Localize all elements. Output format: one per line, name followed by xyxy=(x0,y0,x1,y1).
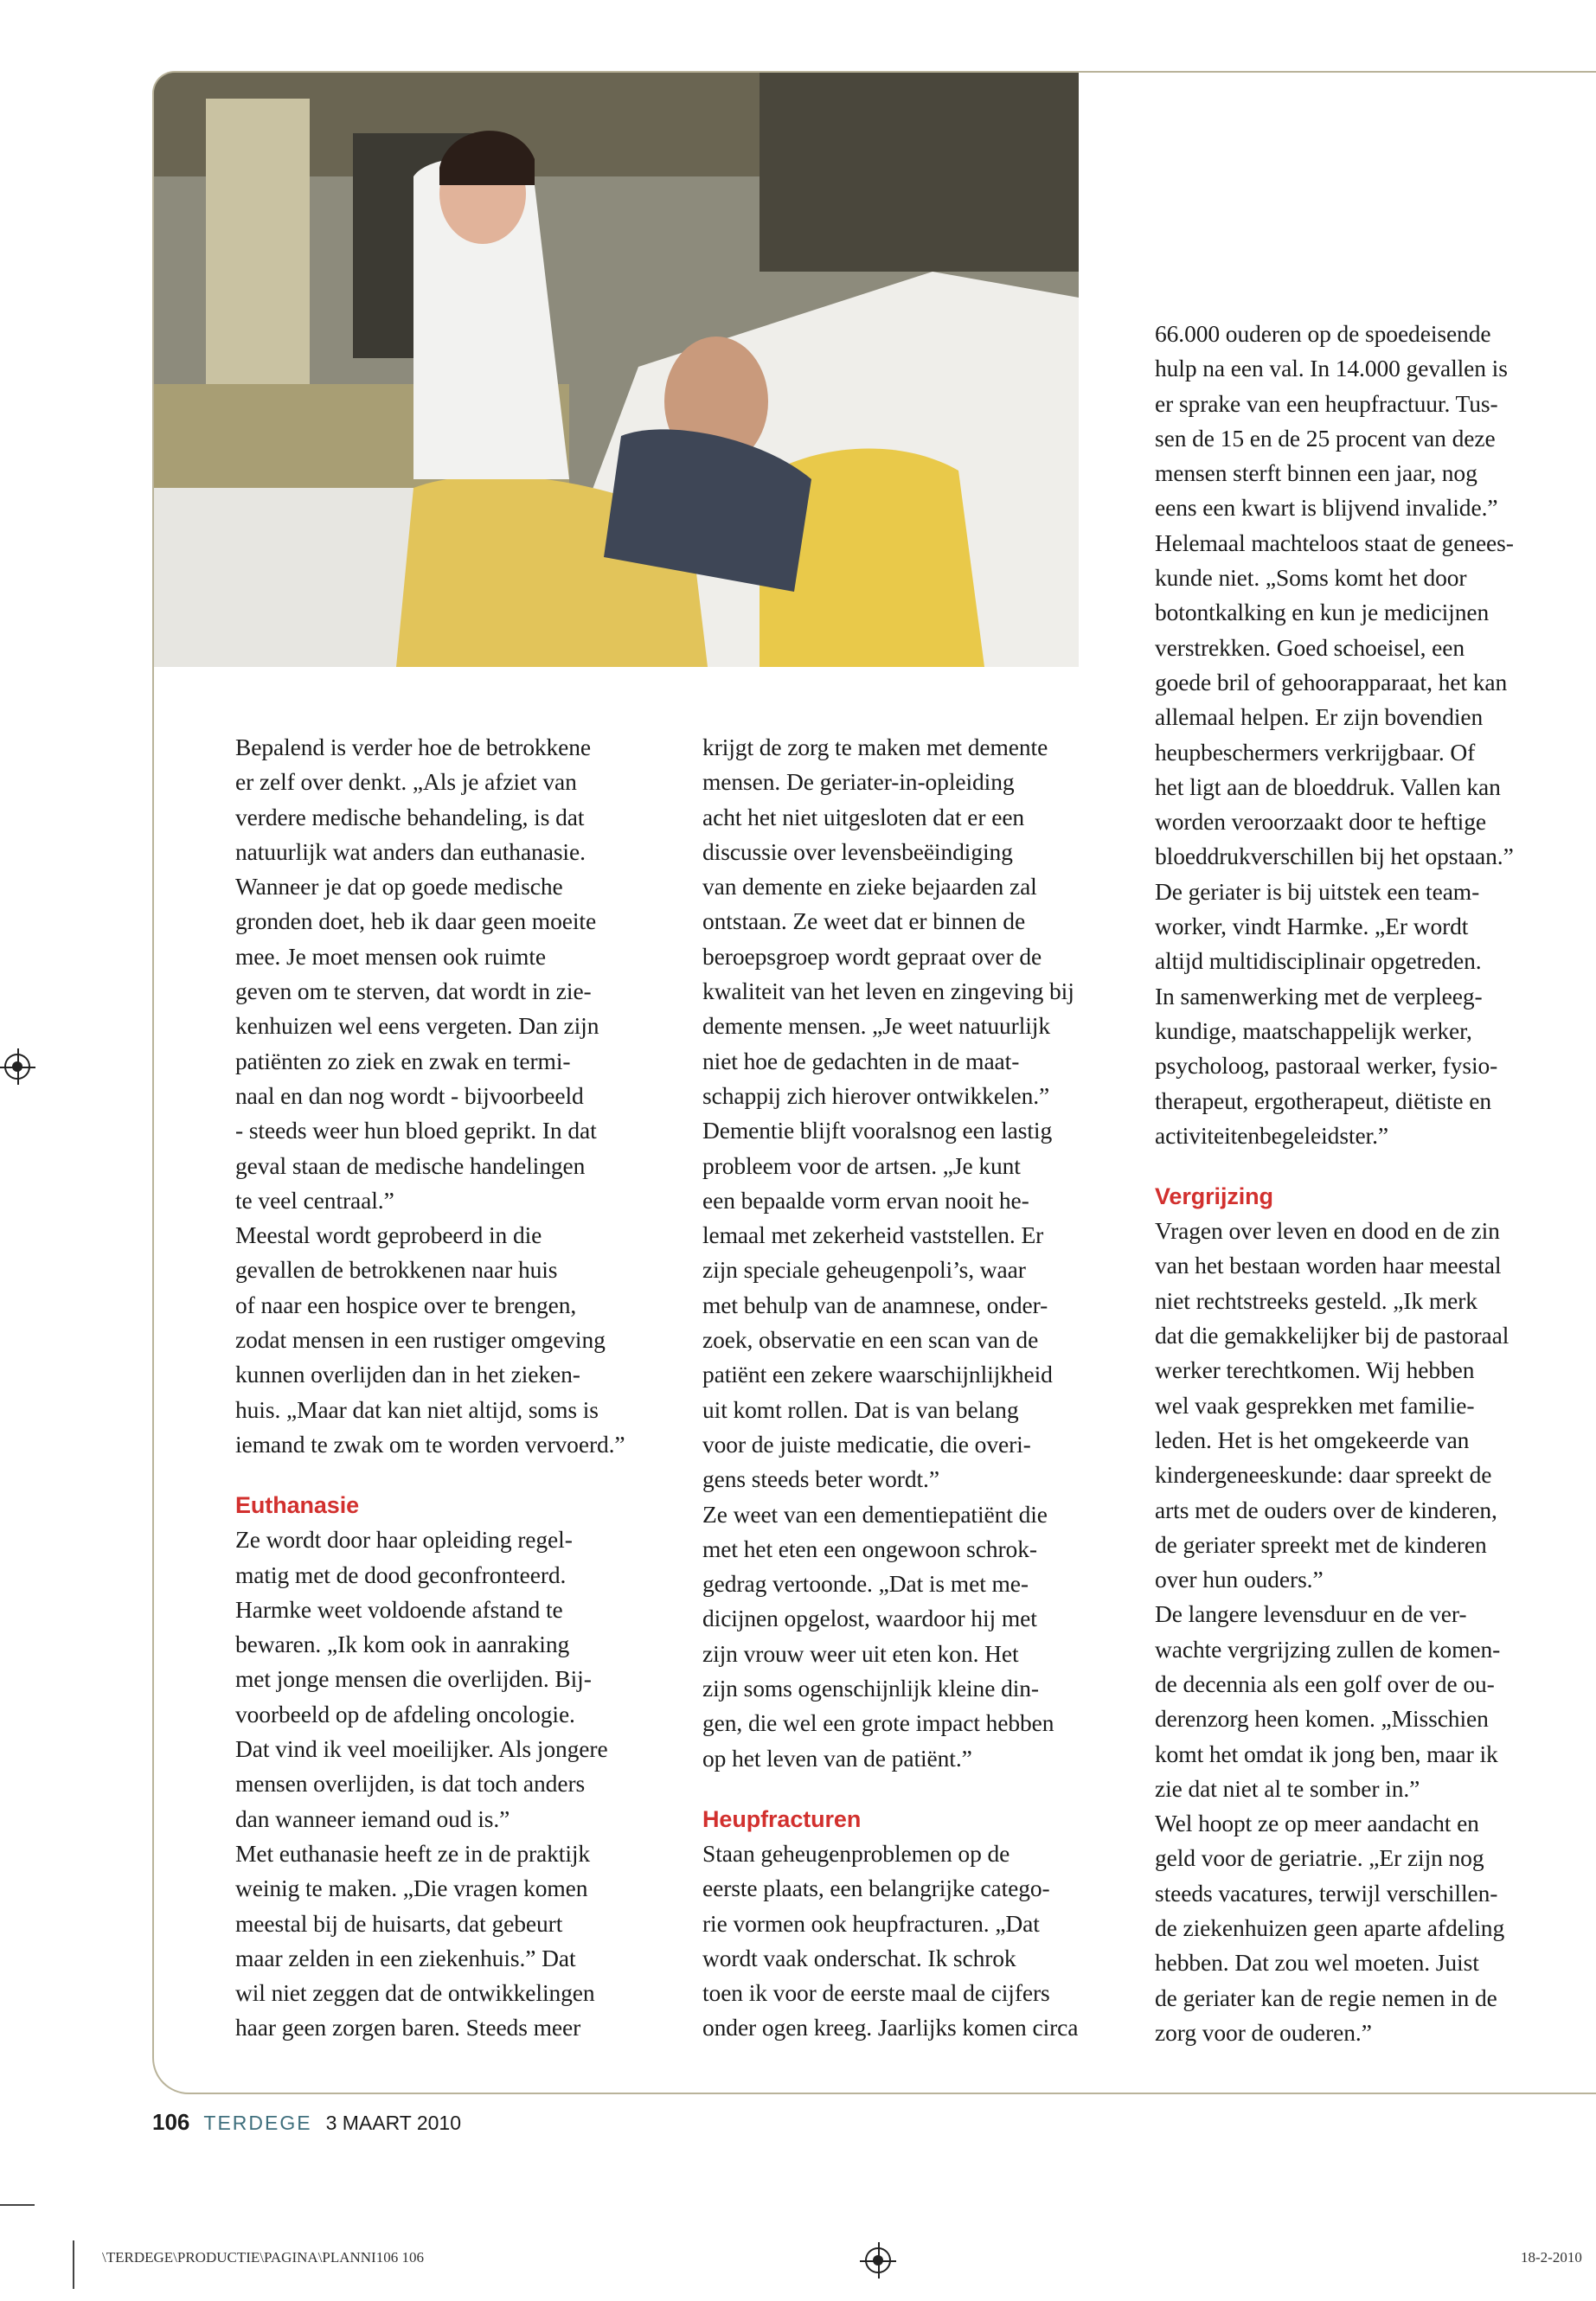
article-paragraph: Vragen over leven en dood en de zin van het bestaan worden haar meestal niet rechtstreeks gesteld. „Ik merk dat die gemakkelijker bij de pastoraal werker terechtkomen. Wij hebben wel vaak gesprekken met familie- leden. Het is het omgekeerde van kindergeneeskunde: daar spreekt de arts met de ouders over de kinderen, de geriater spreekt met de kinderen over hun ouders.” xyxy=(1155,1217,1509,1593)
article-photo xyxy=(154,73,1079,667)
article-paragraph: 66.000 ouderen op de spoedeisende hulp na een val. In 14.000 gevallen is er sprake van een heupfractuur. Tus- sen de 15 en de 25 procent van deze mensen sterft binnen een jaar, nog eens een kwart is blijvend invalide.” Helemaal machteloos staat de genees- kunde niet. „Soms komt het door botontkalking en kun je medicijnen verstrekken. Goed schoeisel, een goede bril of gehoorapparaat, het kan allemaal helpen. Er zijn bovendien heupbeschermers verkrijgbaar. Of het ligt aan de bloeddruk. Vallen kan worden veroorzaakt door te heftige bloeddrukverschillen bij het opstaan.” xyxy=(1155,320,1514,870)
article-paragraph: Bepalend is verder hoe de betrokkene er zelf over denkt. „Als je afziet van verdere medische behandeling, is dat natuurlijk wat anders dan euthanasie. Wanneer je dat op goede medische gronden doet, heb ik daar geen moeite mee. Je moet mensen ook ruimte geven om te sterven, dat wordt in zie- kenhuizen wel eens vergeten. Dan zijn patiënten zo ziek en zwak en termi- naal en dan nog wordt - bijvoorbeeld - steeds weer hun bloed geprikt. In dat geval staan de medische handelingen te veel centraal.” xyxy=(235,734,599,1214)
article-paragraph: De langere levensduur en de ver- wachte vergrijzing zullen de komen- de decennia als een golf over de ou- derenzorg heen komen. „Misschien komt het omdat ik jong ben, maar ik zie dat niet al te somber in.” xyxy=(1155,1600,1501,1802)
section-heading: Heupfracturen xyxy=(702,1805,862,1832)
registration-mark-icon xyxy=(865,2247,891,2273)
article-paragraph: Ze weet van een dementiepatiënt die met het eten een ongewoon schrok- gedrag vertoonde. „Dat is met me- dicijnen opgelost, waardoor hij met zijn vrouw weer uit eten kon. Het zijn soms ogenschijnlijk kleine din- gen, die wel een grote impact hebben op het leven van de patiënt.” xyxy=(702,1500,1054,1772)
crop-mark xyxy=(0,2204,35,2206)
article-paragraph: Met euthanasie heeft ze in de praktijk weinig te maken. „Die vragen komen meestal bij de huisarts, dat gebeurt maar zelden in een ziekenhuis.” Dat wil niet zeggen dat de ontwikkelingen haar geen zorgen baren. Steeds meer xyxy=(235,1839,595,2041)
article-column-1 xyxy=(235,730,685,2046)
crop-mark xyxy=(73,2240,74,2289)
section-heading: Euthanasie xyxy=(235,1492,360,1519)
article-paragraph: Wel hoopt ze op meer aandacht en geld voor de geriatrie. „Er zijn nog steeds vacatures, terwijl verschillen- de ziekenhuizen geen aparte afdeling hebben. Dat zou wel moeten. Juist de geriater kan de regie nemen in de zorg voor de ouderen.” xyxy=(1155,1810,1505,2046)
article-paragraph: Ze wordt door haar opleiding regel- matig met de dood geconfronteerd. Harmke weet voldoende afstand te bewaren. „Ik kom ook in aanraking met jonge mensen die overlijden. Bij- voorbeeld op de afdeling oncologie. Dat vind ik veel moeilijker. Als jongere mensen overlijden, is dat toch anders dan wanneer iemand oud is.” xyxy=(235,1526,608,1832)
issue-date: 3 MAART 2010 xyxy=(325,2112,461,2134)
print-slug-date: 18-2-2010 xyxy=(1521,2249,1582,2266)
photo-illustration xyxy=(154,73,1079,667)
page-number: 106 xyxy=(152,2109,190,2135)
article-paragraph: De geriater is bij uitstek een team- worker, vindt Harmke. „Er wordt altijd multidisciplinair opgetreden. In samenwerking met de verpleeg- kundige, maatschappelijk werker, psycholoog, pastoraal werker, fysio- therapeut, ergotherapeut, diëtiste en activiteitenbegeleidster.” xyxy=(1155,877,1498,1149)
registration-mark-icon xyxy=(4,1054,30,1080)
article-column-2 xyxy=(702,730,1152,2046)
article-paragraph: krijgt de zorg te maken met demente mensen. De geriater-in-opleiding acht het niet uitgesloten dat er een discussie over levensbeëindiging van demente en zieke bejaarden zal ontstaan. Ze weet dat er binnen de beroepsgroep wordt gepraat over de kwaliteit van het leven en zingeving bij demente mensen. „Je weet natuurlijk niet hoe de gedachten in de maat- schappij zich hierover ontwikkelen.” Dementie blijft vooralsnog een lastig probleem voor de artsen. „Je kunt een bepaalde vorm ervan nooit he- lemaal met zekerheid vaststellen. Er zijn speciale geheugenpoli’s, waar met behulp van de anamnese, onder- zoek, observatie en een scan van de patiënt een zekere waarschijnlijkheid uit komt rollen. Dat is van belang voor de juiste medicatie, die overi- gens steeds beter wordt.” xyxy=(702,734,1074,1493)
page-footer xyxy=(152,2109,461,2140)
article-column-3 xyxy=(1155,317,1596,2050)
magazine-name: TERDEGE xyxy=(203,2112,312,2134)
article-paragraph: Staan geheugenproblemen op de eerste plaats, een belangrijke catego- rie vormen ook heupfracturen. „Dat wordt vaak onderschat. Ik schrok toen ik voor de eerste maal de cijfers onder ogen kreeg. Jaarlijks komen circa xyxy=(702,1839,1079,2041)
print-slug-path: \TERDEGE\PRODUCTIE\PAGINA\PLANNI106 106 xyxy=(102,2249,424,2266)
article-paragraph: Meestal wordt geprobeerd in die gevallen de betrokkenen naar huis of naar een hospice over te brengen, zodat mensen in een rustiger omgeving kunnen overlijden dan in het zieken- huis. „Maar dat kan niet altijd, soms is iemand te zwak om te worden vervoerd.” xyxy=(235,1221,625,1458)
section-heading: Vergrijzing xyxy=(1155,1183,1273,1210)
